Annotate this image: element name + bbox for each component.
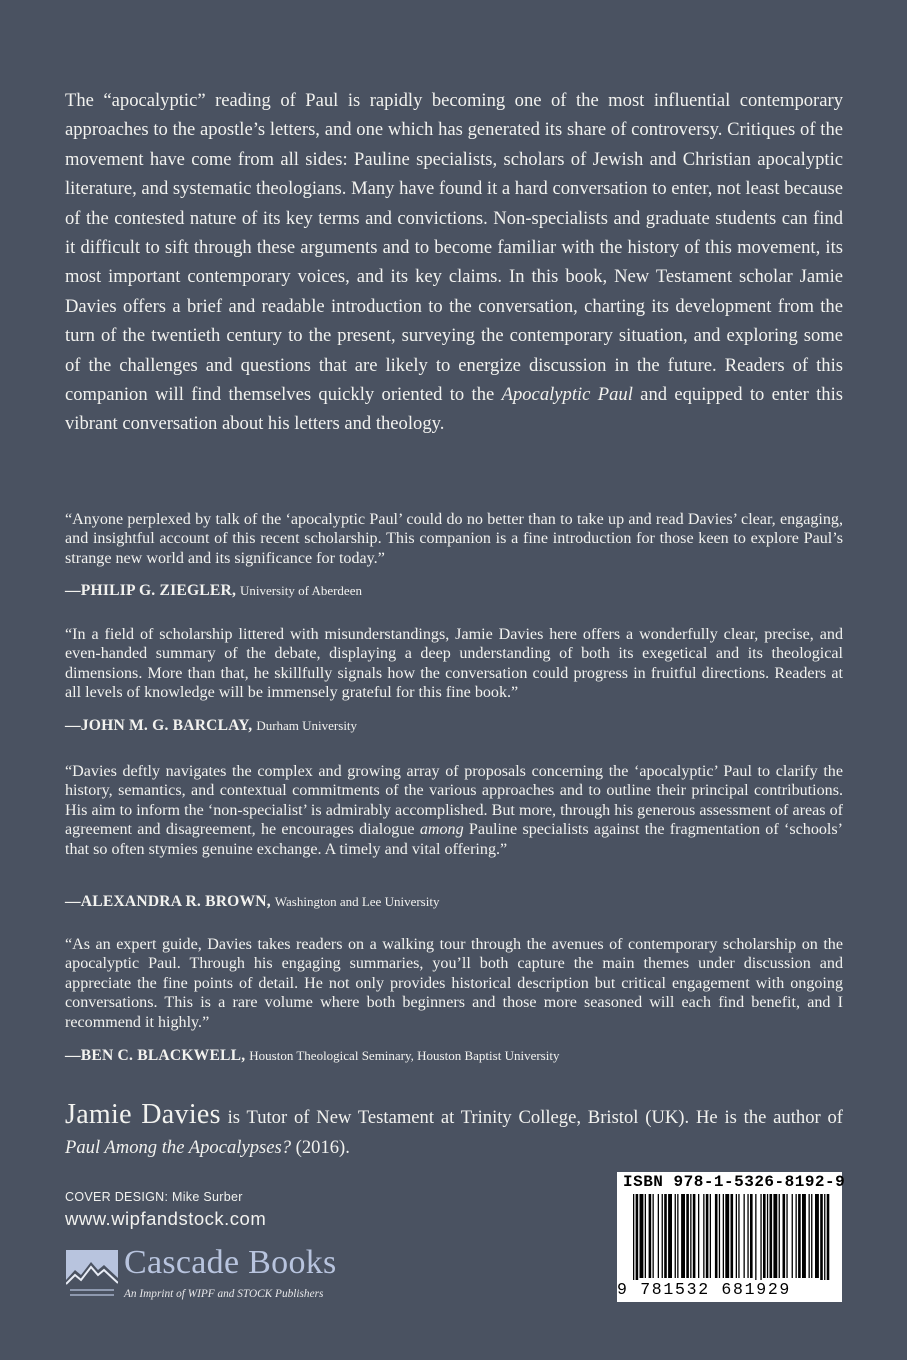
barcode-bar (738, 1194, 739, 1278)
publisher-logo (66, 1244, 396, 1310)
barcode-bar (755, 1194, 756, 1282)
barcode-bar (763, 1194, 766, 1278)
description-italic-title: Apocalyptic Paul (501, 384, 633, 406)
barcode-bar (798, 1194, 801, 1278)
barcode-bar (719, 1194, 720, 1278)
description-text-end: and equipped to enter this vibrant conversation about his letters and theology. (65, 384, 843, 435)
barcode-bar (731, 1194, 734, 1278)
barcode-bar (668, 1194, 672, 1278)
barcode-bar (636, 1194, 639, 1282)
barcode-bar (649, 1194, 652, 1278)
barcode-bar (693, 1194, 696, 1278)
barcode-bar (815, 1194, 819, 1278)
isbn-number: ISBN 978-1-5326-8192-9 (623, 1173, 846, 1191)
barcode-bar (809, 1194, 810, 1278)
endorser-name: —JOHN M. G. BARCLAY, (65, 717, 253, 734)
quote-italic: among (419, 821, 464, 839)
barcode-bar (779, 1194, 780, 1278)
endorser-affiliation: Houston Theological Seminary, Houston Baptist University (249, 1048, 560, 1063)
cover-design-credit: COVER DESIGN: Mike Surber (65, 1190, 243, 1204)
endorser-name: —BEN C. BLACKWELL, (65, 1047, 246, 1064)
bio-text: is Tutor of New Testament at Trinity College, Bristol (UK). He is the author of (220, 1107, 843, 1128)
barcode-bar (664, 1194, 667, 1278)
endorser-name: —ALEXANDRA R. BROWN, (65, 893, 271, 910)
barcode-bar (698, 1194, 699, 1278)
barcode-bar (792, 1194, 793, 1278)
barcode-digits: 9 781532 681929 (617, 1280, 842, 1299)
barcode-bar (770, 1194, 773, 1278)
isbn-barcode (617, 1172, 846, 1302)
barcode-bar (706, 1194, 709, 1278)
barcode-bar (773, 1194, 777, 1278)
quote-text-end: Pauline specialists against the fragmentation of ‘schools’ that so often stymies genuine exchange. A timely and vital offering.” (65, 821, 844, 858)
barcode-bar (783, 1194, 786, 1278)
endorser-affiliation: University of Aberdeen (239, 583, 362, 598)
endorsement-attribution-1 (65, 582, 362, 600)
barcode-bar (744, 1194, 745, 1278)
barcode-bar (736, 1194, 737, 1278)
publisher-name: Cascade Books (124, 1244, 337, 1281)
barcode-bar (786, 1194, 787, 1278)
description-text: The “apocalyptic” reading of Paul is rapidly becoming one of the most influential contemporary approaches to the apostle’s letters, and one which has generated its share of controversy. Critiques of the movement have come from all sides: Pauline specialists, scholars of Jewish and Christian apocalyptic literature, and systematic theologians. Many have found it a hard conversation to enter, not least because of the contested nature of its key terms and convictions. Non-specialists and graduate students can find it difficult to sift through these arguments and to become familiar with the history of this movement, its most important contemporary voices, and its key claims. In this book, New Testament scholar Jamie Davies offers a brief and readable introduction to the conversation, charting its development from the turn of the twentieth century to the present, surveying the contemporary situation, and exploring some of the challenges and questions that are likely to energize discussion in the future. Readers of this companion will find themselves quickly oriented to the (65, 90, 843, 406)
author-name: Jamie Davies (65, 1099, 221, 1130)
endorser-affiliation: Durham University (256, 718, 358, 733)
barcode-bar (686, 1194, 689, 1278)
barcode-bar (767, 1194, 768, 1278)
publisher-tagline: An Imprint of WIPF and STOCK Publishers (124, 1288, 324, 1300)
barcode-bar (645, 1194, 646, 1278)
barcode-bar (725, 1194, 729, 1278)
barcode-bar (824, 1194, 825, 1282)
barcode-bar (677, 1194, 678, 1278)
mountain-logo-icon (66, 1250, 118, 1300)
quote-text: “Davies deftly navigates the complex and growing array of proposals concerning the ‘apocalyptic’ Paul to clarify the history, semantics, and contextual commitments of the various approaches and to outline their principal contributions. His aim to inform the ‘non-specialist’ is admirably accomplished. But more, through his generous assessment of areas of agreement and disagreement, he encourages dialogue (65, 763, 843, 839)
endorsement-attribution-2 (65, 717, 357, 735)
bio-book-title: Paul Among the Apocalypses? (65, 1137, 292, 1158)
barcode-bar (690, 1194, 691, 1278)
bio-text-end: (2016). (291, 1137, 350, 1158)
barcode-bar (681, 1194, 685, 1278)
barcode-bar (796, 1194, 797, 1278)
barcode-bar (640, 1194, 644, 1278)
barcode-bar (653, 1194, 654, 1278)
barcode-bar (633, 1194, 634, 1282)
endorsement-quote-2: “In a field of scholarship littered with misunderstandings, Jamie Davies here offers a wonderfully clear, precise, and even-handed summary of the debate, displaying a deep understanding of both its exegetical and its theological dimensions. More than that, he skillfully signals how the conversation could progress in fruitful directions. Readers at all levels of knowledge will be immensely grateful for this fine book.” (65, 626, 843, 702)
barcode-bar (675, 1194, 676, 1278)
barcode-bar (723, 1194, 724, 1278)
barcode-bar (827, 1194, 830, 1282)
endorsement-quote-3 (65, 762, 843, 859)
barcode-bars (623, 1194, 836, 1282)
endorsement-attribution-4 (65, 1047, 559, 1065)
barcode-bar (760, 1194, 761, 1282)
barcode-bar (747, 1194, 748, 1278)
barcode-bar (662, 1194, 663, 1278)
barcode-bar (802, 1194, 806, 1278)
barcode-bar (658, 1194, 659, 1278)
barcode-bar (820, 1194, 823, 1282)
barcode-bar (710, 1194, 711, 1278)
book-description (65, 86, 843, 439)
endorsement-quote-4: “As an expert guide, Davies takes readers on a walking tour through the avenues of contemporary scholarship on the apocalyptic Paul. Through his engaging summaries, you’ll both capture the main themes under discussion and appreciate the fine points of detail. He not only provides historical description but critical engagement with ongoing conversations. This is a rare volume where both beginners and those more seasoned will each find benefit, and I recommend it highly.” (65, 936, 843, 1031)
endorsement-attribution-3 (65, 893, 439, 911)
endorser-name: —PHILIP G. ZIEGLER, (65, 582, 237, 599)
endorsement-quote-1: “Anyone perplexed by talk of the ‘apocalyptic Paul’ could do no better than to take up and read Davies’ clear, engaging, and insightful account of this recent scholarship. This companion is a fine introduction for those keen to explore Paul’s strange new world and its significance for today.” (65, 511, 843, 567)
barcode-bar (750, 1194, 753, 1278)
endorser-affiliation: Washington and Lee University (274, 894, 440, 909)
author-bio (65, 1100, 843, 1163)
barcode-bar (811, 1194, 812, 1278)
publisher-website: www.wipfandstock.com (65, 1208, 267, 1229)
credits (65, 1190, 266, 1230)
barcode-bar (703, 1194, 704, 1278)
barcode-bar (715, 1194, 718, 1278)
